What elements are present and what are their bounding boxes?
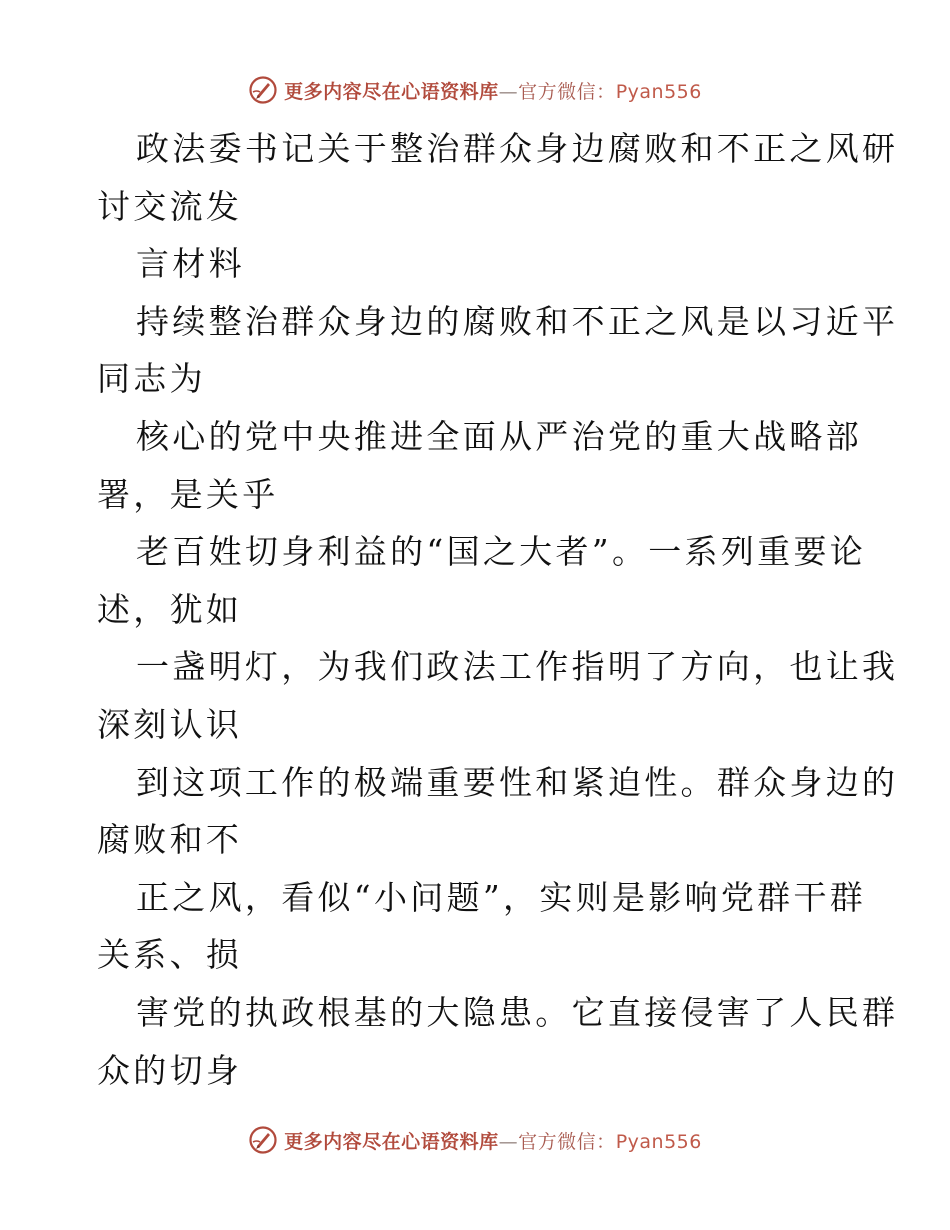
quill-pen-logo-icon bbox=[248, 75, 278, 105]
footer-banner-separator: — bbox=[498, 1130, 519, 1153]
document-line: 腐败和不 bbox=[97, 820, 243, 860]
footer-banner-main: 更多内容尽在心语资料库 bbox=[284, 1130, 499, 1153]
footer-banner-wechat-label: 官方微信： bbox=[518, 1130, 616, 1153]
header-banner-separator: — bbox=[498, 80, 519, 103]
document-line: 一盏明灯，为我们政法工作指明了方向，也让我 bbox=[136, 647, 899, 687]
header-banner-wechat-label: 官方微信： bbox=[518, 80, 616, 103]
document-line: 讨交流发 bbox=[97, 186, 243, 226]
quill-pen-logo-icon bbox=[248, 1125, 278, 1155]
header-banner bbox=[0, 70, 950, 110]
footer-banner bbox=[0, 1120, 950, 1160]
document-line: 老百姓切身利益的“国之大者”。一系列重要论 bbox=[136, 532, 867, 572]
document-line: 署，是关乎 bbox=[97, 474, 279, 514]
document-line: 众的切身 bbox=[97, 1050, 243, 1090]
header-banner-wechat-id: Pyan556 bbox=[615, 80, 702, 103]
document-line: 持续整治群众身边的腐败和不正之风是以习近平 bbox=[136, 301, 899, 341]
document-line: 关系、损 bbox=[97, 935, 243, 975]
document-line: 深刻认识 bbox=[97, 705, 243, 744]
footer-banner-text bbox=[284, 1127, 702, 1154]
document-line: 害党的执政根基的大隐患。它直接侵害了人民群 bbox=[136, 993, 899, 1032]
document-line: 到这项工作的极端重要性和紧迫性。群众身边的 bbox=[136, 762, 899, 802]
footer-banner-wechat-id: Pyan556 bbox=[615, 1130, 702, 1153]
header-banner-main: 更多内容尽在心语资料库 bbox=[284, 80, 499, 103]
document-line: 正之风，看似“小问题”，实则是影响党群干群 bbox=[136, 877, 867, 917]
document-line: 同志为 bbox=[97, 359, 206, 399]
header-banner-text bbox=[284, 77, 702, 104]
document-line: 言材料 bbox=[136, 244, 245, 284]
document-line: 核心的党中央推进全面从严治党的重大战略部 bbox=[136, 417, 862, 456]
document-line: 政法委书记关于整治群众身边腐败和不正之风研 bbox=[136, 129, 899, 168]
document-line: 述，犹如 bbox=[97, 589, 243, 629]
